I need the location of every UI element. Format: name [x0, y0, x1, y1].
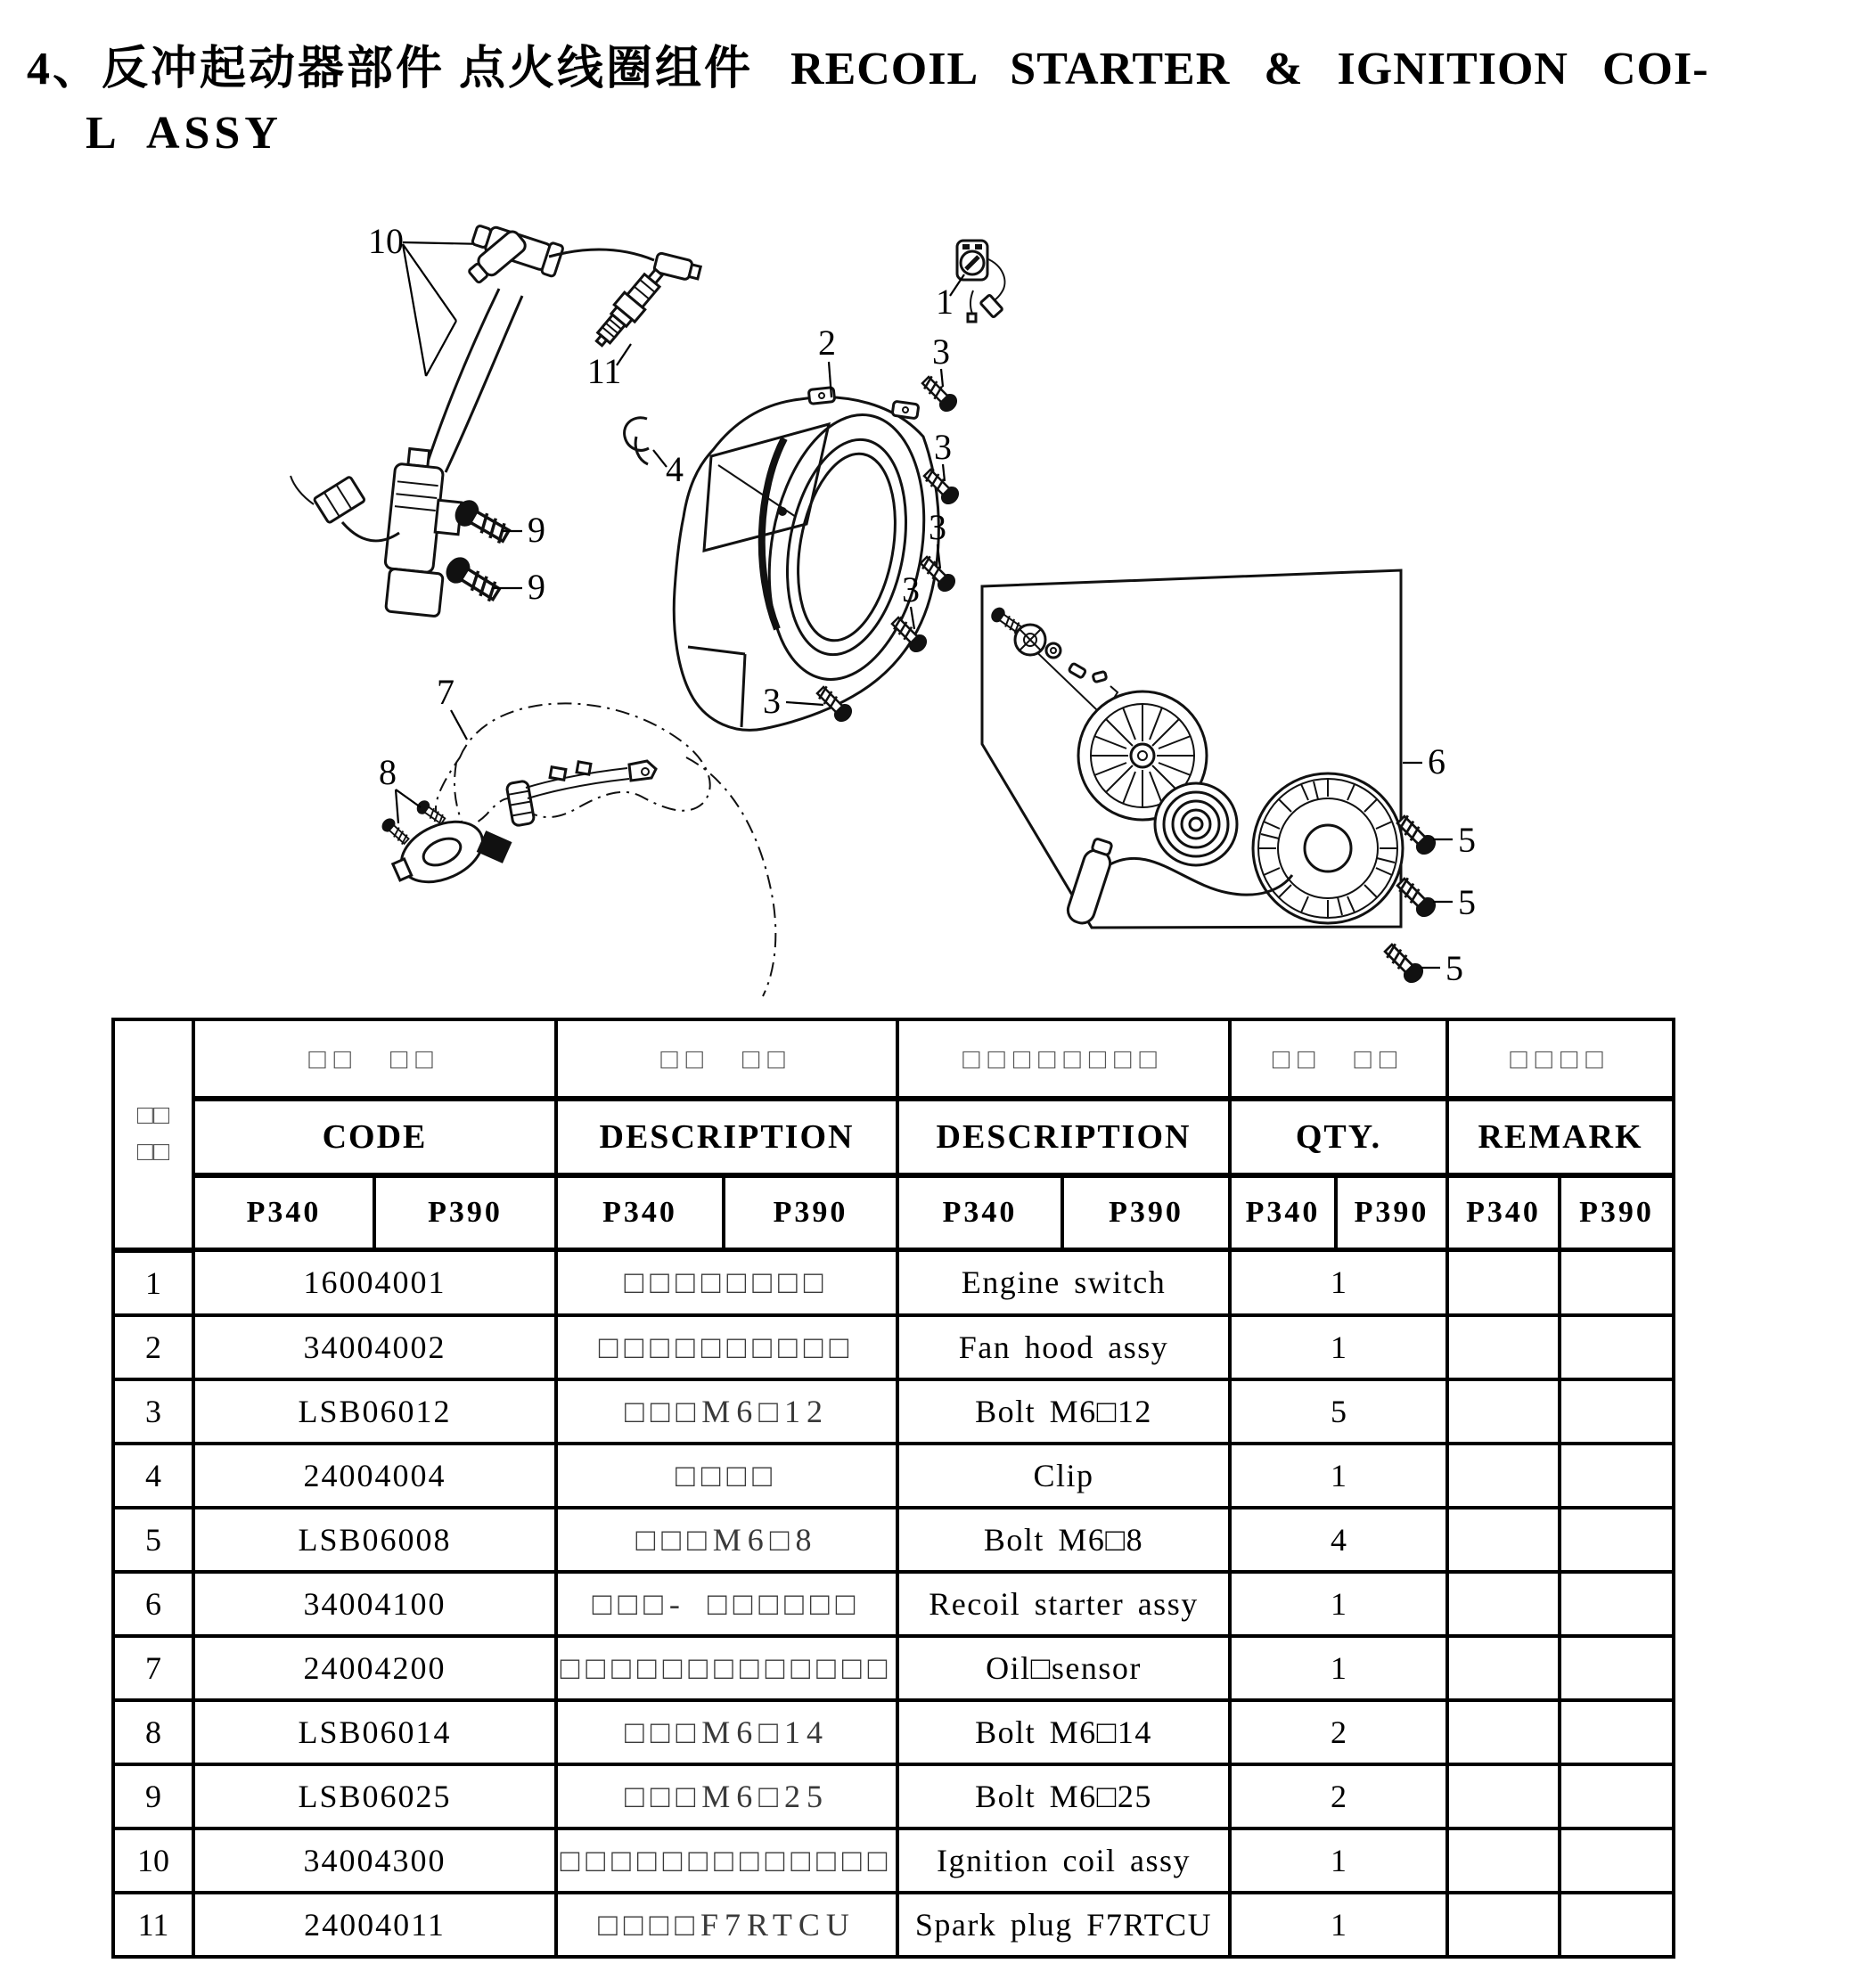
callout-3-label: 3	[902, 569, 920, 609]
table-row	[113, 1764, 1674, 1828]
bolt-3-art	[786, 369, 962, 725]
table-row	[113, 1700, 1674, 1764]
header-desc2-zh: □□□□□□□□	[897, 1019, 1230, 1099]
engine-switch-art	[950, 241, 1004, 322]
header-desc1-p390: P390	[724, 1175, 897, 1250]
callout-5-label: 5	[1458, 820, 1476, 860]
row-remark-p390	[1560, 1379, 1674, 1444]
row-qty: 2	[1230, 1700, 1447, 1764]
row-qty: 2	[1230, 1764, 1447, 1828]
header-desc1-zh: □□ □□	[556, 1019, 897, 1099]
row-code: LSB06012	[193, 1379, 556, 1444]
callout-3-label: 3	[934, 427, 952, 467]
row-desc-zh: □□□□F7RTCU	[556, 1893, 897, 1957]
row-desc-en: Bolt M6□14	[897, 1700, 1230, 1764]
row-remark-p340	[1447, 1828, 1560, 1893]
fan-hood-art	[674, 362, 944, 730]
row-remark-p340	[1447, 1636, 1560, 1700]
row-desc-en: Bolt M6□8	[897, 1508, 1230, 1572]
row-code: LSB06014	[193, 1700, 556, 1764]
callout-7-label: 7	[437, 672, 455, 712]
row-code: 34004002	[193, 1315, 556, 1379]
header-code-p390: P390	[374, 1175, 556, 1250]
callout-5-label: 5	[1445, 948, 1463, 988]
header-qty-zh: □□ □□	[1230, 1019, 1447, 1099]
header-desc1-p340: P340	[556, 1175, 724, 1250]
row-no: 6	[113, 1572, 193, 1636]
row-remark-p340	[1447, 1572, 1560, 1636]
row-code: 24004011	[193, 1893, 556, 1957]
row-desc-zh: □□□□	[556, 1444, 897, 1508]
row-no: 3	[113, 1379, 193, 1444]
header-remark-p390: P390	[1560, 1175, 1674, 1250]
callout-5-label: 5	[1458, 882, 1476, 922]
row-remark-p340	[1447, 1700, 1560, 1764]
header-desc2-en: DESCRIPTION	[897, 1099, 1230, 1175]
row-code: 24004200	[193, 1636, 556, 1700]
oil-sensor-art	[379, 703, 775, 996]
row-desc-zh: □□□M6□25	[556, 1764, 897, 1828]
row-qty: 1	[1230, 1636, 1447, 1700]
row-desc-zh: □□□□□□□□□□	[556, 1315, 897, 1379]
spark-plug-art	[589, 264, 669, 365]
row-remark-p390	[1560, 1700, 1674, 1764]
row-desc-en: Recoil starter assy	[897, 1572, 1230, 1636]
recoil-starter-art	[982, 570, 1422, 928]
table-header-row-models	[113, 1175, 1674, 1250]
row-desc-zh: □□□- □□□□□□	[556, 1572, 897, 1636]
header-qty-en: QTY.	[1230, 1099, 1447, 1175]
row-remark-p340	[1447, 1893, 1560, 1957]
row-desc-en: Engine switch	[897, 1250, 1230, 1315]
row-desc-en: Oil□sensor	[897, 1636, 1230, 1700]
page-title-line2: L ASSY	[86, 108, 283, 159]
row-desc-en: Bolt M6□25	[897, 1764, 1230, 1828]
page-title-zh: 4、反冲起动器部件 点火线圈组件	[27, 44, 754, 94]
row-remark-p340	[1447, 1764, 1560, 1828]
row-desc-zh: □□□□□□□□	[556, 1250, 897, 1315]
row-desc-zh: □□□□□□□□□□□□□	[556, 1636, 897, 1700]
row-no: 4	[113, 1444, 193, 1508]
row-code: 34004100	[193, 1572, 556, 1636]
callout-4-label: 4	[666, 449, 684, 489]
row-code: LSB06025	[193, 1764, 556, 1828]
row-qty: 1	[1230, 1572, 1447, 1636]
callout-9-label: 9	[528, 510, 545, 550]
clip-art	[625, 418, 667, 467]
header-desc1-en: DESCRIPTION	[556, 1099, 897, 1175]
row-desc-en: Ignition coil assy	[897, 1828, 1230, 1893]
header-remark-zh: □□□□	[1447, 1019, 1674, 1099]
row-remark-p340	[1447, 1250, 1560, 1315]
table-row	[113, 1828, 1674, 1893]
callout-3-label: 3	[932, 331, 950, 372]
row-no: 1	[113, 1250, 193, 1315]
row-remark-p390	[1560, 1572, 1674, 1636]
header-qty-p390: P390	[1336, 1175, 1447, 1250]
row-qty: 1	[1230, 1315, 1447, 1379]
row-remark-p390	[1560, 1508, 1674, 1572]
row-remark-p340	[1447, 1444, 1560, 1508]
row-remark-p340	[1447, 1379, 1560, 1444]
header-code-p340: P340	[193, 1175, 374, 1250]
header-code-en: CODE	[193, 1099, 556, 1175]
row-remark-p390	[1560, 1636, 1674, 1700]
row-desc-en: Fan hood assy	[897, 1315, 1230, 1379]
row-remark-p340	[1447, 1508, 1560, 1572]
table-row	[113, 1572, 1674, 1636]
row-remark-p390	[1560, 1250, 1674, 1315]
table-row	[113, 1636, 1674, 1700]
row-desc-zh: □□□M6□8	[556, 1508, 897, 1572]
callout-1-label: 1	[936, 282, 954, 322]
row-code: 24004004	[193, 1444, 556, 1508]
callout-3-label: 3	[763, 681, 781, 721]
row-desc-en: Clip	[897, 1444, 1230, 1508]
row-remark-p390	[1560, 1315, 1674, 1379]
callout-8-label: 8	[379, 752, 397, 792]
row-code: 16004001	[193, 1250, 556, 1315]
row-desc-zh: □□□□□□□□□□□□□	[556, 1828, 897, 1893]
row-no: 9	[113, 1764, 193, 1828]
row-remark-p340	[1447, 1315, 1560, 1379]
row-desc-en: Spark plug F7RTCU	[897, 1893, 1230, 1957]
row-qty: 1	[1230, 1250, 1447, 1315]
callout-6-label: 6	[1428, 741, 1445, 781]
header-remark-p340: P340	[1447, 1175, 1560, 1250]
row-code: LSB06008	[193, 1508, 556, 1572]
row-no: 7	[113, 1636, 193, 1700]
row-qty: 1	[1230, 1828, 1447, 1893]
row-no: 2	[113, 1315, 193, 1379]
header-desc2-p390: P390	[1062, 1175, 1230, 1250]
header-seq	[113, 1019, 193, 1250]
row-qty: 4	[1230, 1508, 1447, 1572]
table-header-row-zh	[113, 1019, 1674, 1099]
row-remark-p390	[1560, 1444, 1674, 1508]
row-code: 34004300	[193, 1828, 556, 1893]
table-row	[113, 1315, 1674, 1379]
row-qty: 5	[1230, 1379, 1447, 1444]
table-row	[113, 1508, 1674, 1572]
row-qty: 1	[1230, 1893, 1447, 1957]
row-remark-p390	[1560, 1828, 1674, 1893]
header-seq-line2: □□	[136, 1136, 170, 1166]
header-seq-line1: □□	[136, 1100, 170, 1131]
row-no: 11	[113, 1893, 193, 1957]
table-row	[113, 1444, 1674, 1508]
row-desc-zh: □□□M6□14	[556, 1700, 897, 1764]
header-qty-p340: P340	[1230, 1175, 1336, 1250]
row-no: 5	[113, 1508, 193, 1572]
table-row	[113, 1379, 1674, 1444]
page-title-en: RECOIL STARTER & IGNITION COI-	[790, 44, 1709, 94]
row-qty: 1	[1230, 1444, 1447, 1508]
row-no: 10	[113, 1828, 193, 1893]
callout-2-label: 2	[818, 323, 836, 363]
callout-9-label: 9	[528, 567, 545, 607]
parts-table	[111, 1018, 1675, 1959]
row-remark-p390	[1560, 1893, 1674, 1957]
header-remark-en: REMARK	[1447, 1099, 1674, 1175]
callout-10-label: 10	[368, 221, 404, 261]
row-no: 8	[113, 1700, 193, 1764]
table-row	[113, 1250, 1674, 1315]
row-desc-en: Bolt M6□12	[897, 1379, 1230, 1444]
callout-3-label: 3	[929, 507, 946, 547]
row-desc-zh: □□□M6□12	[556, 1379, 897, 1444]
row-remark-p390	[1560, 1764, 1674, 1828]
callout-11-label: 11	[586, 351, 622, 391]
table-row	[113, 1893, 1674, 1957]
header-desc2-p340: P340	[897, 1175, 1062, 1250]
header-code-zh: □□ □□	[193, 1019, 556, 1099]
table-header-row-en	[113, 1099, 1674, 1175]
